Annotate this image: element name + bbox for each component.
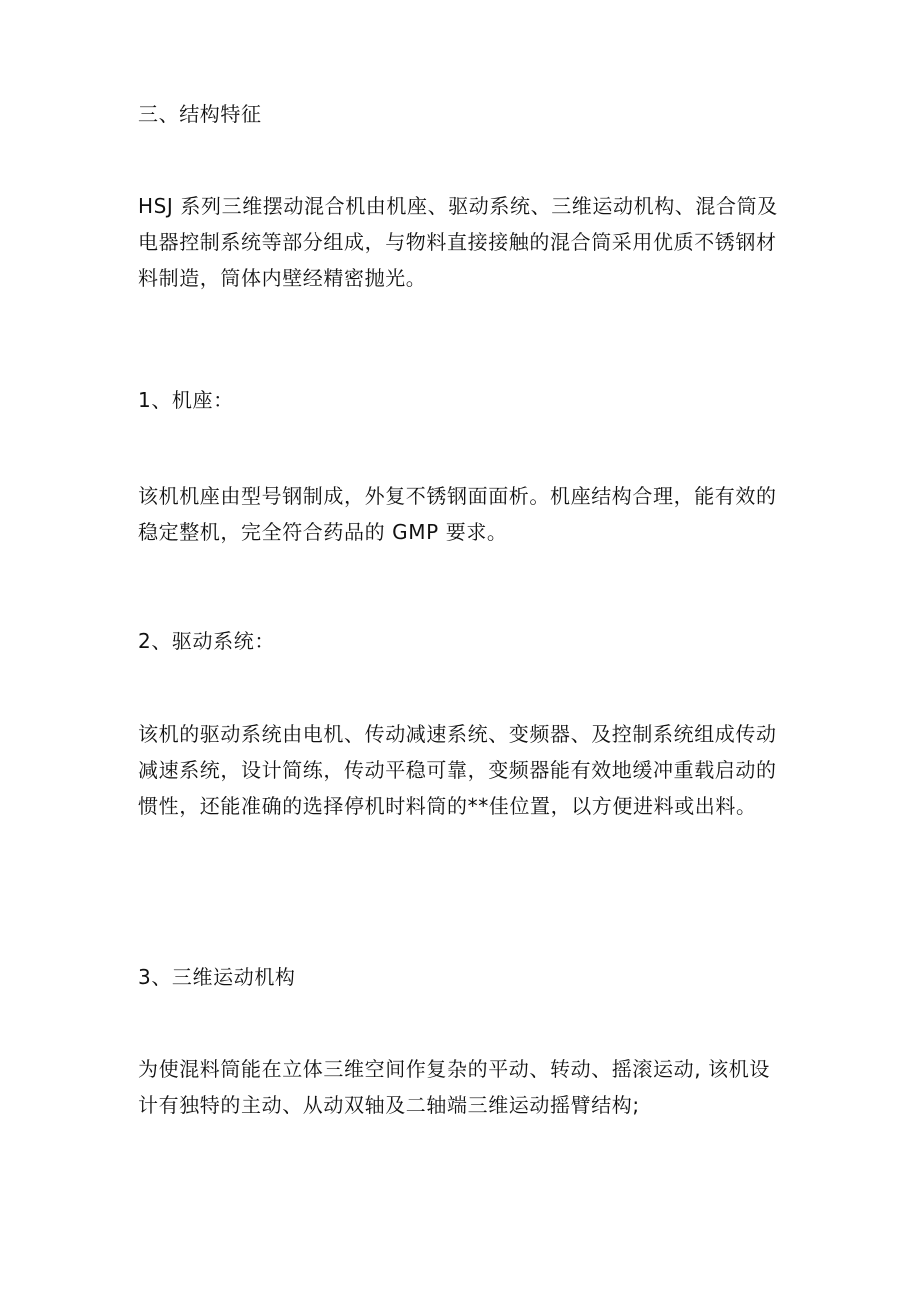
- item-heading-3d-motion: 3、三维运动机构: [138, 965, 296, 989]
- item-body-base: 该机机座由型号钢制成，外复不锈钢面面析。机座结构合理，能有效的稳定整机，完全符合药品的 GMP 要求。: [138, 484, 777, 544]
- section-heading: 三、结构特征: [138, 102, 262, 126]
- item-body-3d-motion: 为使混料筒能在立体三维空间作复杂的平动、转动、摇滚运动, 该机设计有独特的主动、从动双轴及二轴端三维运动摇臂结构;: [138, 1057, 770, 1117]
- intro-paragraph: HSJ 系列三维摆动混合机由机座、驱动系统、三维运动机构、混合筒及电器控制系统等部分组成，与物料直接接触的混合筒采用优质不锈钢材料制造，筒体内壁经精密抛光。: [138, 194, 778, 290]
- item-heading-drive-system: 2、驱动系统：: [138, 629, 275, 653]
- item-heading-base: 1、机座：: [138, 388, 234, 412]
- item-body-drive-system: 该机的驱动系统由电机、传动减速系统、变频器、及控制系统组成传动减速系统，设计简练，传动平稳可靠，变频器能有效地缓冲重载启动的惯性，还能准确的选择停机时料筒的**佳位置，以方便进料或出料。: [138, 722, 777, 818]
